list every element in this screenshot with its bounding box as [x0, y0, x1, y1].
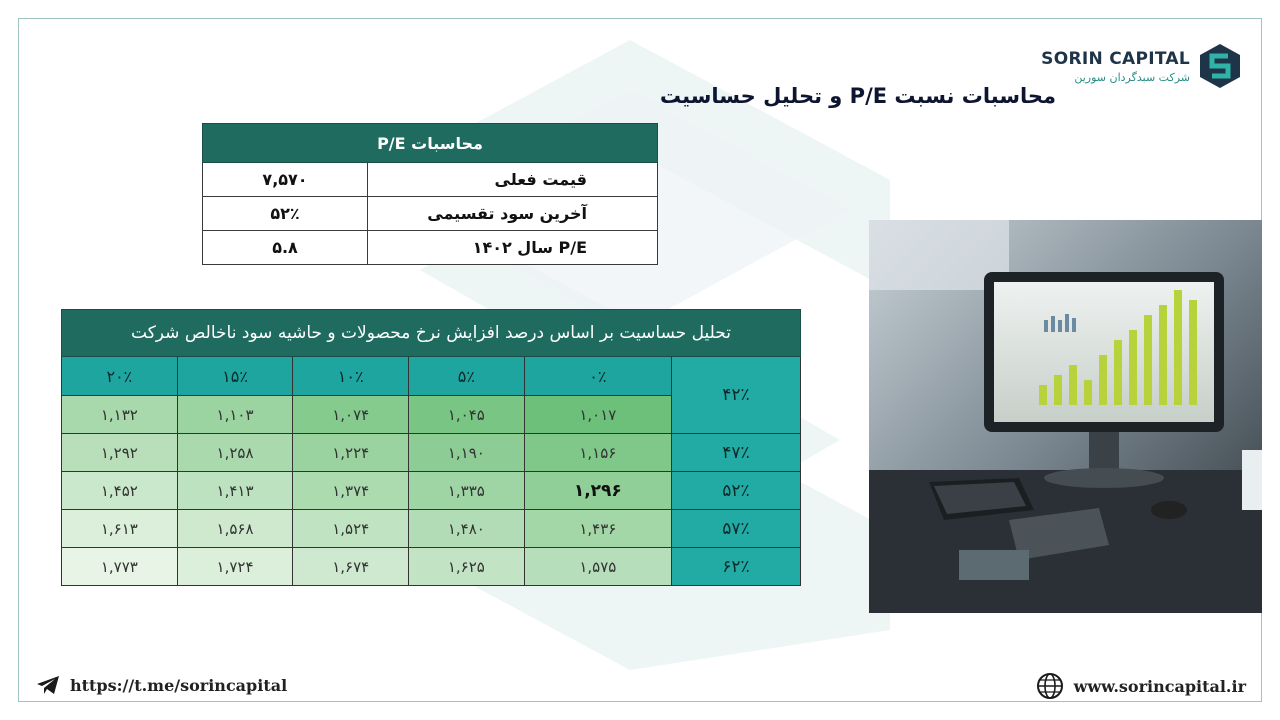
- table-cell: ۱,۰۱۷: [524, 396, 671, 434]
- table-cell: ۱,۱۵۶: [524, 434, 671, 472]
- telegram-url[interactable]: https://t.me/sorincapital: [70, 675, 288, 695]
- table-row: [62, 548, 801, 586]
- telegram-link[interactable]: [36, 675, 287, 695]
- telegram-icon: [36, 675, 60, 695]
- table-cell: ۱,۳۷۴: [293, 472, 409, 510]
- pe-value: ۷,۵۷۰: [203, 163, 368, 197]
- margin-header: ۵۲٪: [672, 472, 801, 510]
- table-cell: ۱,۱۳۲: [62, 396, 178, 434]
- column-header: ۵٪: [409, 357, 525, 396]
- table-row: [62, 434, 801, 472]
- table-cell: ۱,۵۶۸: [177, 510, 293, 548]
- brand-subtitle: شرکت سبدگردان سورین: [1074, 70, 1190, 84]
- table-row: [203, 231, 658, 265]
- pe-table: [202, 123, 658, 265]
- table-row: [62, 510, 801, 548]
- table-row: [203, 163, 658, 197]
- pe-label: قیمت فعلی: [368, 163, 658, 197]
- sensitivity-table: [61, 309, 801, 586]
- computer-desk-photo: [869, 220, 1262, 613]
- brand-logo: [1041, 42, 1242, 90]
- table-cell: ۱,۷۲۴: [177, 548, 293, 586]
- table-row: [203, 197, 658, 231]
- table-cell: ۱,۵۷۵: [524, 548, 671, 586]
- table-cell: ۱,۴۸۰: [409, 510, 525, 548]
- pe-value: ۵.۸: [203, 231, 368, 265]
- column-header: ۱۰٪: [293, 357, 409, 396]
- page-title: محاسبات نسبت P/E و تحلیل حساسیت: [659, 84, 1056, 108]
- table-cell: ۱,۱۹۰: [409, 434, 525, 472]
- table-cell: ۱,۴۳۶: [524, 510, 671, 548]
- table-cell: ۱,۲۵۸: [177, 434, 293, 472]
- pe-label: P/E سال ۱۴۰۲: [368, 231, 658, 265]
- table-cell: ۱,۴۱۳: [177, 472, 293, 510]
- table-cell: ۱,۵۲۴: [293, 510, 409, 548]
- website-url[interactable]: www.sorincapital.ir: [1073, 676, 1246, 696]
- sensitivity-caption: تحلیل حساسیت بر اساس درصد افزایش نرخ محصولات و حاشیه سود ناخالص شرکت: [62, 310, 801, 357]
- margin-header: ۴۲٪: [672, 357, 801, 434]
- table-cell: ۱,۰۷۴: [293, 396, 409, 434]
- table-cell: ۱,۶۱۳: [62, 510, 178, 548]
- globe-icon: [1036, 672, 1064, 700]
- brand-mark-icon: [1198, 42, 1242, 90]
- margin-header: ۵۷٪: [672, 510, 801, 548]
- brand-name: SORIN CAPITAL: [1041, 48, 1190, 69]
- table-cell: ۱,۷۷۳: [62, 548, 178, 586]
- table-cell: ۱,۲۲۴: [293, 434, 409, 472]
- column-header: ۱۵٪: [177, 357, 293, 396]
- column-header: ۲۰٪: [62, 357, 178, 396]
- pe-label: آخرین سود تقسیمی: [368, 197, 658, 231]
- margin-header: ۶۲٪: [672, 548, 801, 586]
- margin-header: ۴۷٪: [672, 434, 801, 472]
- table-cell: ۱,۲۹۲: [62, 434, 178, 472]
- table-cell: ۱,۱۰۳: [177, 396, 293, 434]
- table-row: [62, 472, 801, 510]
- table-cell: ۱,۶۲۵: [409, 548, 525, 586]
- website-link[interactable]: [1036, 672, 1246, 700]
- pe-value: ۵۲٪: [203, 197, 368, 231]
- table-cell: ۱,۶۷۴: [293, 548, 409, 586]
- table-cell: ۱,۳۳۵: [409, 472, 525, 510]
- pe-table-header: محاسبات P/E: [203, 124, 658, 163]
- table-cell: ۱,۰۴۵: [409, 396, 525, 434]
- base-case-cell: ۱,۲۹۶: [524, 472, 671, 510]
- column-header: ۰٪: [524, 357, 671, 396]
- table-cell: ۱,۴۵۲: [62, 472, 178, 510]
